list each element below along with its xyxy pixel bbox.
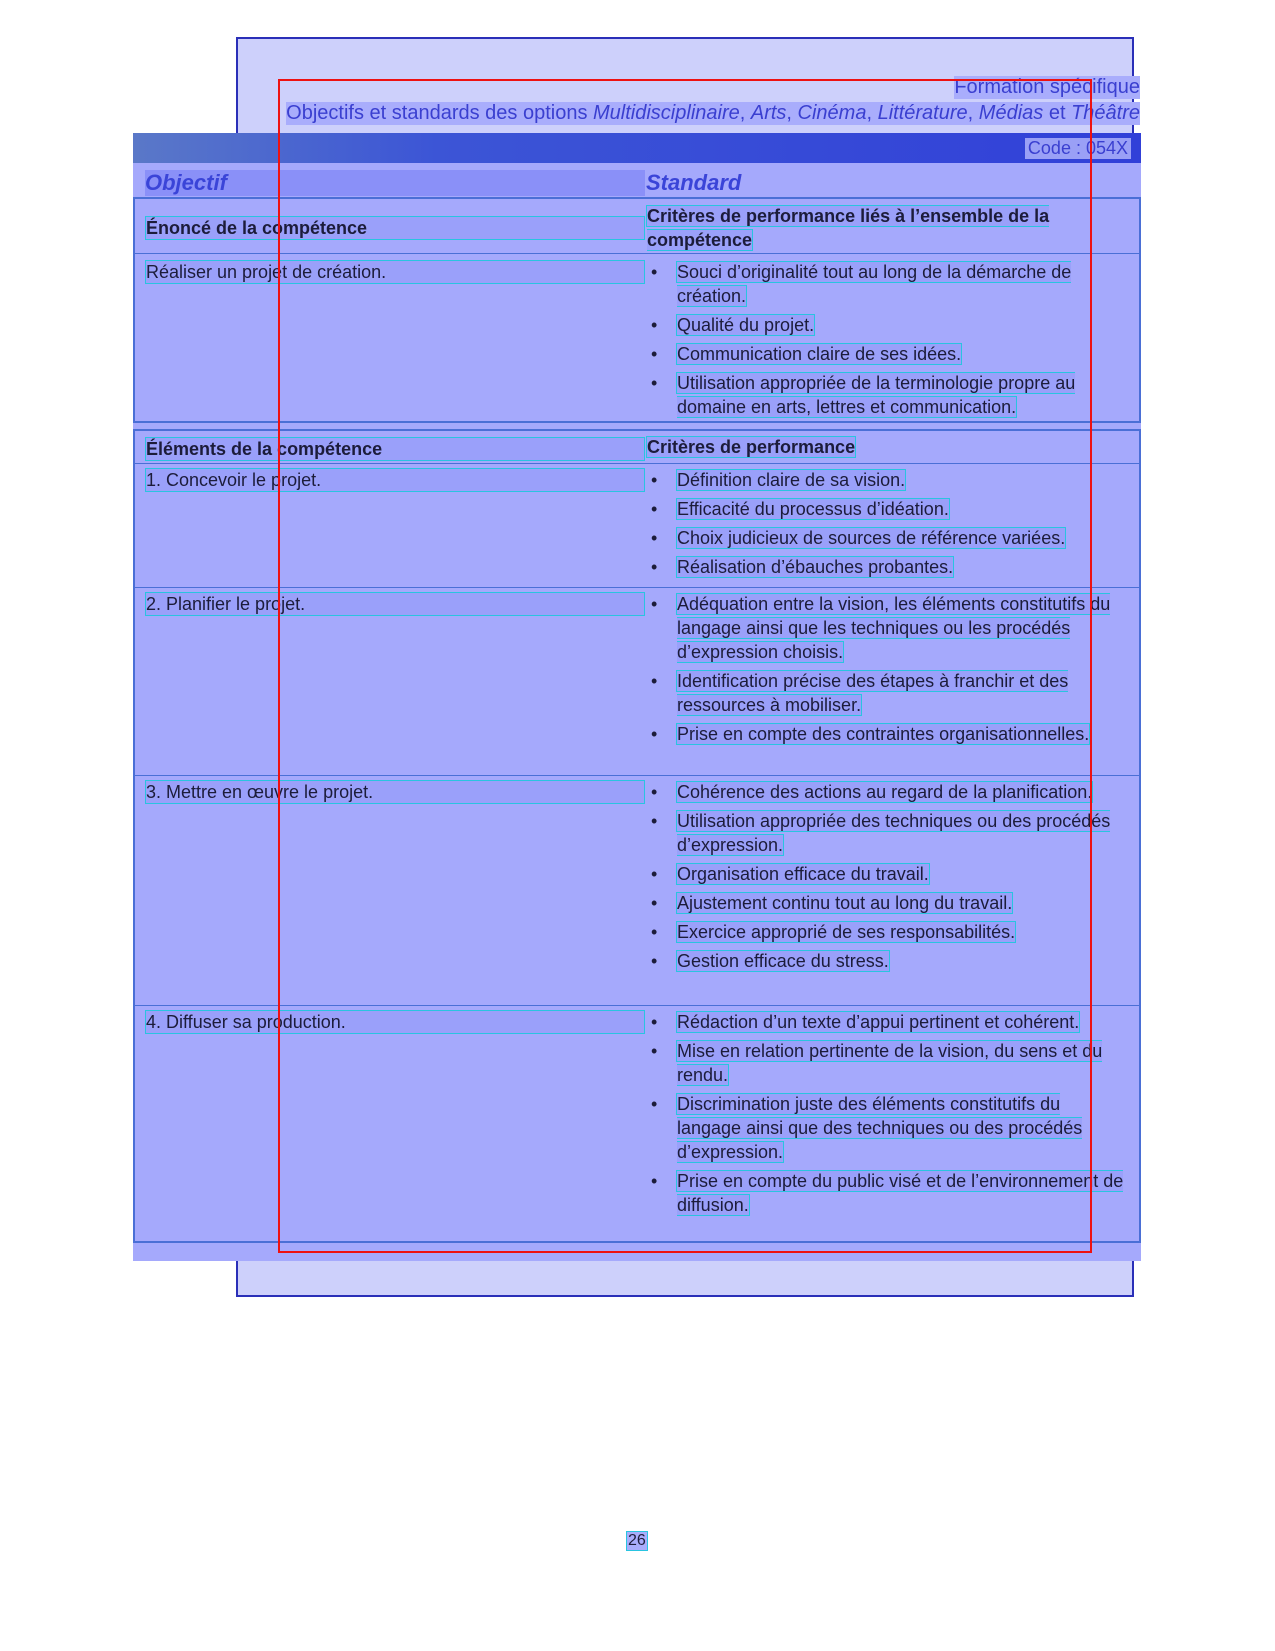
code-bar (133, 133, 1141, 163)
enonce-label: Énoncé de la compétence (145, 216, 645, 240)
element-label: 1. Concevoir le projet. (145, 468, 645, 492)
section-title: Formation spécifique (954, 76, 1140, 98)
elements-label: Éléments de la compétence (145, 437, 645, 461)
list-item: • Organisation efficace du travail. (647, 862, 1127, 886)
separator: , (786, 102, 798, 124)
criteres-ensemble-label (647, 204, 1127, 252)
elements-table (133, 429, 1141, 1243)
element-label: 4. Diffuser sa production. (145, 1010, 645, 1034)
element-criteres (647, 592, 1127, 751)
list-item: • Définition claire de sa vision. (647, 468, 1127, 492)
competence-criteres (647, 260, 1127, 424)
list-item: • Adéquation entre la vision, les éléments constitutifs du langage ainsi que les techniques ou les procédés d’expression choisis. (647, 592, 1127, 664)
page-number: 26 (628, 1532, 646, 1549)
competence-header-row (135, 199, 1139, 253)
subtitle-and: et (1043, 102, 1072, 124)
list-item: • Discrimination juste des éléments constitutifs du langage ainsi que des techniques ou des procédés d’expression. (647, 1092, 1127, 1164)
element-label: 2. Planifier le projet. (145, 592, 645, 616)
table-row (135, 463, 1139, 588)
course-code: Code : 054X (1025, 138, 1131, 159)
objectif-heading: Objectif (145, 170, 645, 196)
list-item: • Qualité du projet. (647, 313, 1127, 337)
option-medias: Médias (978, 102, 1044, 124)
criteres-ensemble-text: Critères de performance liés à l’ensemble de la compétence (647, 206, 1050, 250)
element-criteres (647, 780, 1127, 978)
option-multidisciplinaire: Multidisciplinaire (593, 102, 740, 124)
table-row (135, 775, 1139, 1006)
subtitle-prefix: Objectifs et standards des options (286, 102, 594, 124)
list-item: • Exercice approprié de ses responsabilités. (647, 920, 1127, 944)
option-arts: Arts (750, 102, 787, 124)
list-item: • Réalisation d’ébauches probantes. (647, 555, 1127, 579)
list-item: • Utilisation appropriée de la terminologie propre au domaine en arts, lettres et communication. (647, 371, 1127, 419)
separator: , (739, 102, 751, 124)
section-subtitle (286, 102, 1140, 125)
option-cinema: Cinéma (797, 102, 867, 124)
competence-row (135, 253, 1139, 424)
list-item: • Efficacité du processus d’idéation. (647, 497, 1127, 521)
list-item: • Rédaction d’un texte d’appui pertinent et cohérent. (647, 1010, 1127, 1034)
option-litterature: Littérature (877, 102, 968, 124)
list-item: • Gestion efficace du stress. (647, 949, 1127, 973)
criteres-label: Critères de performance (647, 437, 856, 457)
list-item: • Mise en relation pertinente de la vision, du sens et du rendu. (647, 1039, 1127, 1087)
element-label: 3. Mettre en œuvre le projet. (145, 780, 645, 804)
list-item: • Souci d’originalité tout au long de la démarche de création. (647, 260, 1127, 308)
element-criteres (647, 1010, 1127, 1222)
element-criteres (647, 468, 1127, 584)
table-row (135, 1005, 1139, 1242)
separator: , (866, 102, 878, 124)
list-item: • Prise en compte du public visé et de l’environnement de diffusion. (647, 1169, 1127, 1217)
list-item: • Prise en compte des contraintes organisationnelles. (647, 722, 1127, 746)
list-item: • Ajustement continu tout au long du travail. (647, 891, 1127, 915)
standard-heading: Standard (646, 170, 742, 195)
competence-enonce: Réaliser un projet de création. (145, 260, 645, 284)
list-item: • Communication claire de ses idées. (647, 342, 1127, 366)
list-item: • Utilisation appropriée des techniques ou des procédés d’expression. (647, 809, 1127, 857)
separator: , (967, 102, 979, 124)
list-item: • Cohérence des actions au regard de la planification. (647, 780, 1127, 804)
list-item: • Choix judicieux de sources de référence variées. (647, 526, 1127, 550)
table-row (135, 587, 1139, 776)
list-item: • Identification précise des étapes à franchir et des ressources à mobiliser. (647, 669, 1127, 717)
option-theatre: Théâtre (1071, 102, 1140, 124)
elements-header-row (135, 431, 1139, 463)
competence-table (133, 197, 1141, 423)
